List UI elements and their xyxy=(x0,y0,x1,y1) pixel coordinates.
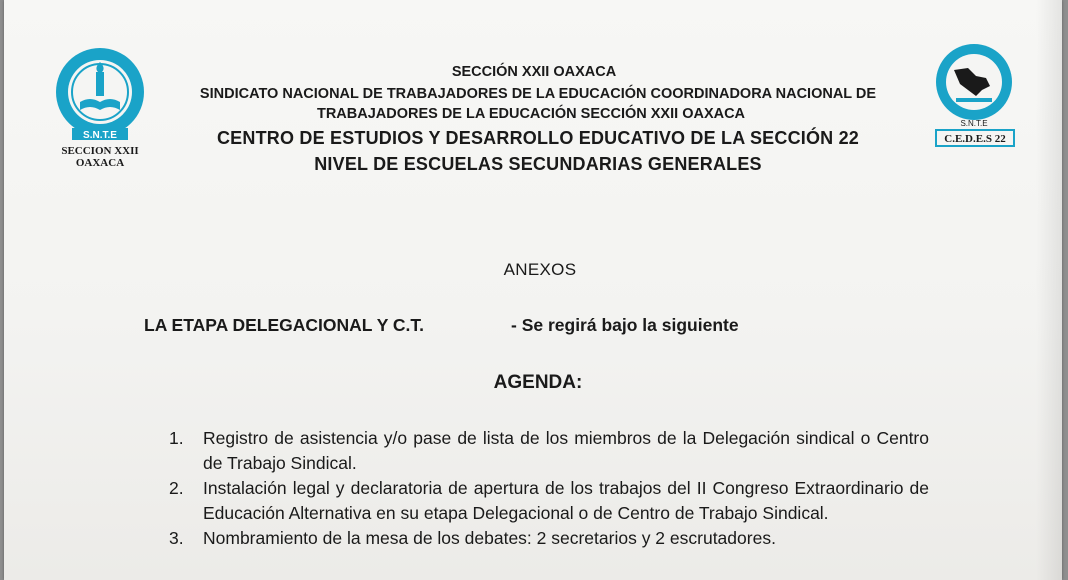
logo-right-label: S.N.T.E xyxy=(960,119,988,128)
agenda-title: AGENDA: xyxy=(493,372,583,393)
list-item-text: Nombramiento de la mesa de los debates: 2 secretarios y 2 escrutadores. xyxy=(203,528,776,548)
logo-right-badge: C.E.D.E.S 22 xyxy=(944,133,1006,145)
header-union-name-cont: TRABAJADORES DE LA EDUCACIÓN SECCIÓN XXII OAXACA xyxy=(316,106,746,122)
header-section: SECCIÓN XXII OAXACA xyxy=(451,64,617,80)
logo-left-badge: S.N.T.E xyxy=(83,130,117,141)
list-item xyxy=(169,476,929,526)
etapa-heading xyxy=(144,315,739,336)
header-center: CENTRO DE ESTUDIOS Y DESARROLLO EDUCATIVO DE LA SECCIÓN 22 xyxy=(216,128,859,148)
list-item xyxy=(169,426,929,476)
header-union-name: SINDICATO NACIONAL DE TRABAJADORES DE LA EDUCACIÓN COORDINADORA NACIONAL DE xyxy=(199,86,877,102)
anexos-heading: ANEXOS xyxy=(503,260,577,279)
list-item-number: 1. xyxy=(169,428,184,448)
list-item-number: 3. xyxy=(169,528,184,548)
list-item-text: Instalación legal y declaratoria de apertura de los trabajos del II Congreso Extraordinario de Educación Alternativa en su etapa Delegacional o de Centro de Trabajo Sindical. xyxy=(203,478,929,523)
document-page xyxy=(4,0,1062,580)
etapa-right: - Se regirá bajo la siguiente xyxy=(511,315,739,335)
list-item xyxy=(169,526,929,551)
header-level: NIVEL DE ESCUELAS SECUNDARIAS GENERALES xyxy=(314,154,762,174)
list-item-text: Registro de asistencia y/o pase de lista de los miembros de la Delegación sindical o Centro de Trabajo Sindical. xyxy=(203,428,929,473)
logo-left-caption-1: SECCION XXII xyxy=(61,145,139,157)
agenda-list xyxy=(169,426,929,551)
etapa-left: LA ETAPA DELEGACIONAL Y C.T. xyxy=(144,315,425,335)
logo-left-caption-2: OAXACA xyxy=(75,157,125,169)
list-item-number: 2. xyxy=(169,478,184,498)
